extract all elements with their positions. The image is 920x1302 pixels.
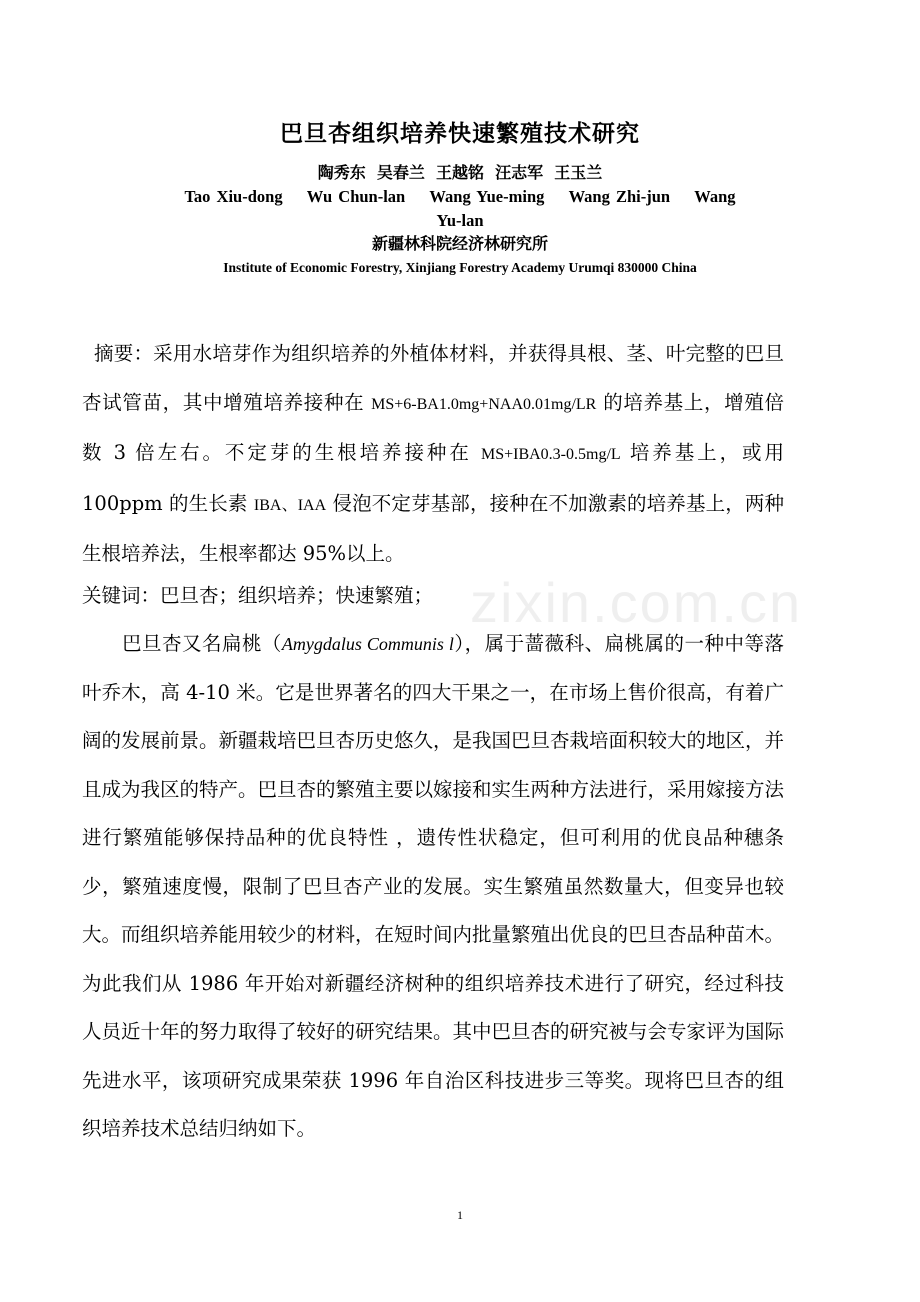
keywords-line bbox=[82, 572, 784, 621]
authors-english-line1: Tao Xiu-dong Wu Chun-lan Wang Yue-ming Wang Zhi-jun Wang bbox=[184, 187, 736, 206]
institution-english: Institute of Economic Forestry, Xinjiang Forestry Academy Urumqi 830000 China bbox=[223, 260, 697, 275]
intro-text-2: ），属于蔷薇科、扁桃属的一种中等落叶乔木，高 4-10 米。它是世界著名的四大干果之一，在市场上售价很高，有着广阔的发展前景。新疆栽培巴旦杏历史悠久，是我国巴旦杏栽培面积较大的地区，并且成为我区的特产。巴旦杏的繁殖主要以嫁接和实生两种方法进行，采用嫁接方法进行繁殖能够保持品种的优良特性 ，遗传性状稳定，但可利用的优良品种穗条少，繁殖速度慢，限制了巴旦杏产业的发展。实生繁殖虽然数量大，但变异也较大。而组织培养能用较少的材料，在短时间内批量繁殖出优良的巴旦杏品种苗木。为此我们从 1986 年开始对新疆经济树种的组织培养技术进行了研究，经过科技人员近十年的努力取得了较好的研究结果。其中巴旦杏的研究被与会专家评为国际先进水平，该项研究成果荣获 1996 年自治区科技进步三等奖。现将巴旦杏的组织培养技术总结归纳如下。 bbox=[82, 632, 785, 1140]
keywords-text: 巴旦杏；组织培养；快速繁殖； bbox=[160, 584, 434, 607]
authors-english-line2: Yu-lan bbox=[436, 211, 484, 230]
keywords-label: 关键词： bbox=[82, 584, 161, 607]
abstract-text-2: 的培养基上，增殖倍数 3 倍左右。不定芽的生根培养接种在 bbox=[82, 390, 784, 464]
authors-english bbox=[80, 185, 840, 233]
intro-paragraph bbox=[82, 620, 784, 1154]
abstract-medium-1: MS+6-BA1.0mg+NAA0.01mg/LR bbox=[371, 395, 597, 413]
intro-latin-name: Amygdalus Communis l bbox=[281, 634, 454, 654]
intro-text-1: 巴旦杏又名扁桃（ bbox=[122, 632, 282, 655]
institution-chinese: 新疆林科院经济林研究所 bbox=[371, 234, 548, 253]
abstract-medium-2: MS+IBA0.3-0.5mg/L bbox=[480, 446, 621, 463]
abstract-label: 摘要： bbox=[94, 342, 154, 365]
watermark-logo: zixin.com.cn bbox=[470, 571, 803, 634]
abstract-text-1: 采用水培芽作为组织培养的外植体材料，并获得具根、茎、叶完整的巴旦杏试管苗，其中增殖培养接种在 bbox=[82, 342, 784, 414]
abstract-hormones: IBA、IAA bbox=[253, 496, 327, 514]
abstract-paragraph bbox=[82, 330, 784, 579]
paper-title: 巴旦杏组织培养快速繁殖技术研究 bbox=[280, 120, 640, 147]
abstract-text-3: 培养基上，或用 100ppm 的生长素 bbox=[82, 441, 784, 515]
authors-chinese: 陶秀东 吴春兰 王越铭 汪志军 王玉兰 bbox=[317, 163, 603, 182]
page-number: 1 bbox=[457, 1208, 463, 1222]
abstract-text-4: 侵泡不定芽基部，接种在不加激素的培养基上，两种生根培养法，生根率都达 95%以上。 bbox=[82, 491, 784, 565]
